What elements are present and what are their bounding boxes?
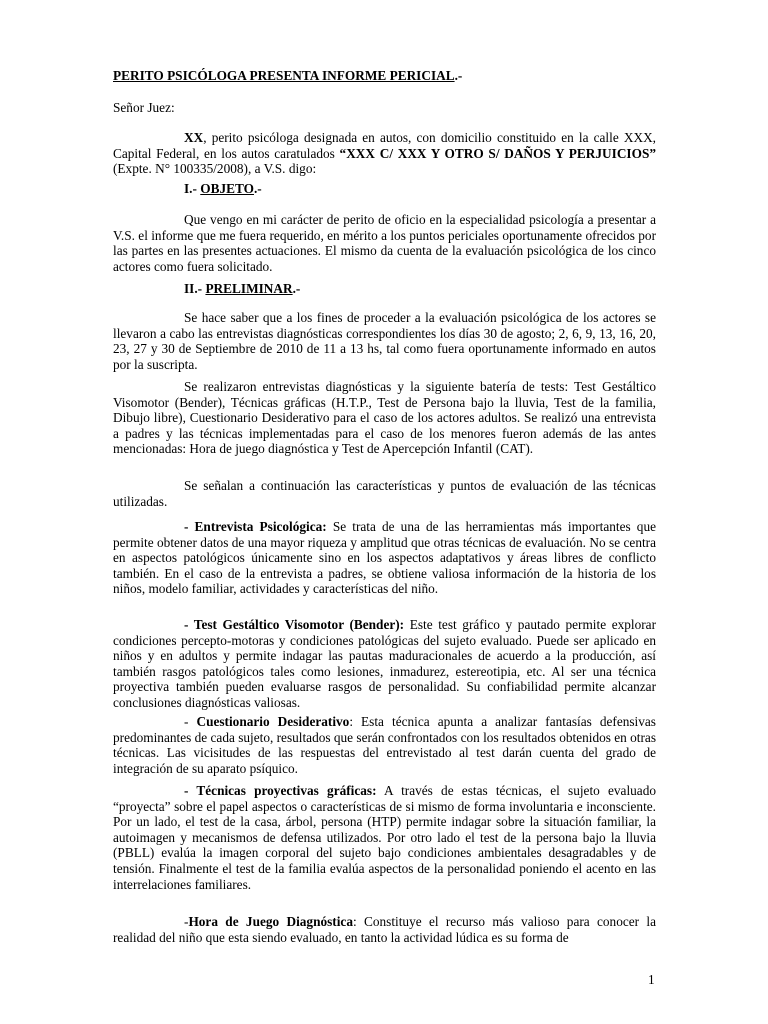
- technique-text: Se trata de una de las herramientas más importantes que permite obtener datos de una mayor riqueza y amplitud que otras técnicas de evaluación. No se centra en aspectos patológicos únicamente sino en los aspectos adaptativos y áreas libres de conflicto también. En el caso de la entrevista a padres, se obtiene valiosa información de la historia de los niños, modelo familiar, actividades y características del niño.: [113, 519, 656, 597]
- technique-text: : Constituye el recurso más valioso para conocer la realidad del niño que esta siendo evaluado, en tanto la actividad lúdica es su forma de: [113, 914, 656, 945]
- salutation: Señor Juez:: [113, 100, 175, 115]
- preliminar-paragraph-3: Se señalan a continuación las características y puntos de evaluación de las técnicas utilizadas.: [113, 478, 656, 509]
- section-number: II.-: [184, 281, 206, 296]
- preliminar-paragraph-1: Se hace saber que a los fines de proceder a la evaluación psicológica de los actores se llevaron a cabo las entrevistas diagnósticas correspondientes los días 30 de agosto; 2, 6, 9, 13, 16, 20, 23, 27 y 30 de Septiembre de 2010 de 11 a 13 hs, tal como fuera oportunamente informado en autos por la suscripta.: [113, 310, 656, 372]
- technique-text: : Esta técnica apunta a analizar fantasías defensivas predominantes de cada sujeto, resultados que serán confrontados con los resultados obtenidos en otras técnicas. Las vicisitudes de las respuestas del entrevistado al test darán cuenta del grado de integración de su aparato psíquico.: [113, 714, 656, 776]
- section-heading-preliminar: [184, 281, 300, 297]
- page-number: 1: [648, 972, 655, 987]
- section-suffix: .-: [292, 281, 301, 296]
- preliminar-paragraph-2: Se realizaron entrevistas diagnósticas y la siguiente batería de tests: Test Gestáltico Visomotor (Bender), Técnicas gráficas (H.T.P., Test de Persona bajo la lluvia, Test de la familia, Dibujo libre), Cuestionario Desiderativo para el caso de los actores adultos. Se realizó una entrevista a padres y las técnicas implementadas para el caso de los menores fueron además de las antes mencionadas: Hora de juego diagnóstica y Test de Apercepción Infantil (CAT).: [113, 379, 656, 457]
- technique-label: - Técnicas proyectivas gráficas:: [184, 783, 377, 798]
- technique-text: A través de estas técnicas, el sujeto evaluado “proyecta” sobre el papel aspectos o características de si mismo de forma involuntaria e inconsciente. Por un lado, el test de la casa, árbol, persona (HTP) permite indagar sobre la situación familiar, la autoimagen y mecanismos de defensa utilizados. Por otro lado el test de la persona bajo la lluvia (PBLL) evalúa la imagen corporal del sujeto bajo condiciones ambientales desagradables y de tensión. Finalmente el test de la familia evalúa aspectos de la personalidad poniendo el acento en las interrelaciones familiares.: [113, 783, 656, 892]
- intro-text-2: (Expte. N° 100335/2008), a V.S. digo:: [113, 161, 317, 177]
- section-title: PRELIMINAR: [205, 281, 293, 296]
- technique-prefix: -: [184, 714, 197, 729]
- technique-label: - Test Gestáltico Visomotor (Bender):: [184, 617, 405, 632]
- technique-graficas: [113, 783, 656, 892]
- technique-bender: [113, 617, 656, 711]
- document-title-text: PERITO PSICÓLOGA PRESENTA INFORME PERICIAL: [113, 68, 455, 83]
- technique-hora-de-juego: [113, 914, 656, 945]
- intro-paragraph: [113, 130, 656, 177]
- technique-label: Cuestionario Desiderativo: [196, 714, 350, 729]
- technique-label: - Entrevista Psicológica:: [184, 519, 327, 534]
- technique-entrevista: [113, 519, 656, 597]
- intro-name: XX: [184, 130, 204, 145]
- technique-label: Hora de Juego Diagnóstica: [188, 914, 353, 929]
- technique-text: Este test gráfico y pautado permite explorar condiciones percepto-motoras y condiciones patológicas del sujeto evaluado. Puede ser aplicado en niños y en adultos y permite indagar las pautas maduracionales de acuerdo a la producción, así también rasgos patológicos tales como lesiones, inmadurez, estereotipia, etc. Al ser una técnica proyectiva también pueden evaluarse rasgos de personalidad. Su confiabilidad permite alcanzar conclusiones diagnósticas valiosas.: [113, 617, 657, 710]
- section-number: I.-: [184, 181, 201, 196]
- section-heading-objeto: [184, 181, 262, 197]
- technique-desiderativo: [113, 714, 656, 776]
- case-caption: “XXX C/ XXX Y OTRO S/ DAÑOS Y PERJUICIOS”: [339, 145, 656, 161]
- section-title: OBJETO: [200, 181, 254, 196]
- intro-text-1: , perito psicóloga designada en autos, con domicilio constituido en la calle XXX, Capital Federal, en los autos caratulados: [113, 130, 656, 161]
- section-suffix: .-: [253, 181, 262, 196]
- document-title-suffix: .-: [454, 68, 463, 83]
- document-title: [113, 68, 462, 84]
- technique-prefix: -: [184, 914, 189, 929]
- objeto-paragraph: Que vengo en mi carácter de perito de oficio en la especialidad psicología a presentar a V.S. el informe que me fuera requerido, en mérito a los puntos periciales oportunamente ofrecidos por las partes en las presentes actuaciones. El mismo da cuenta de la evaluación psicológica de los cinco actores como fuera solicitado.: [113, 212, 656, 274]
